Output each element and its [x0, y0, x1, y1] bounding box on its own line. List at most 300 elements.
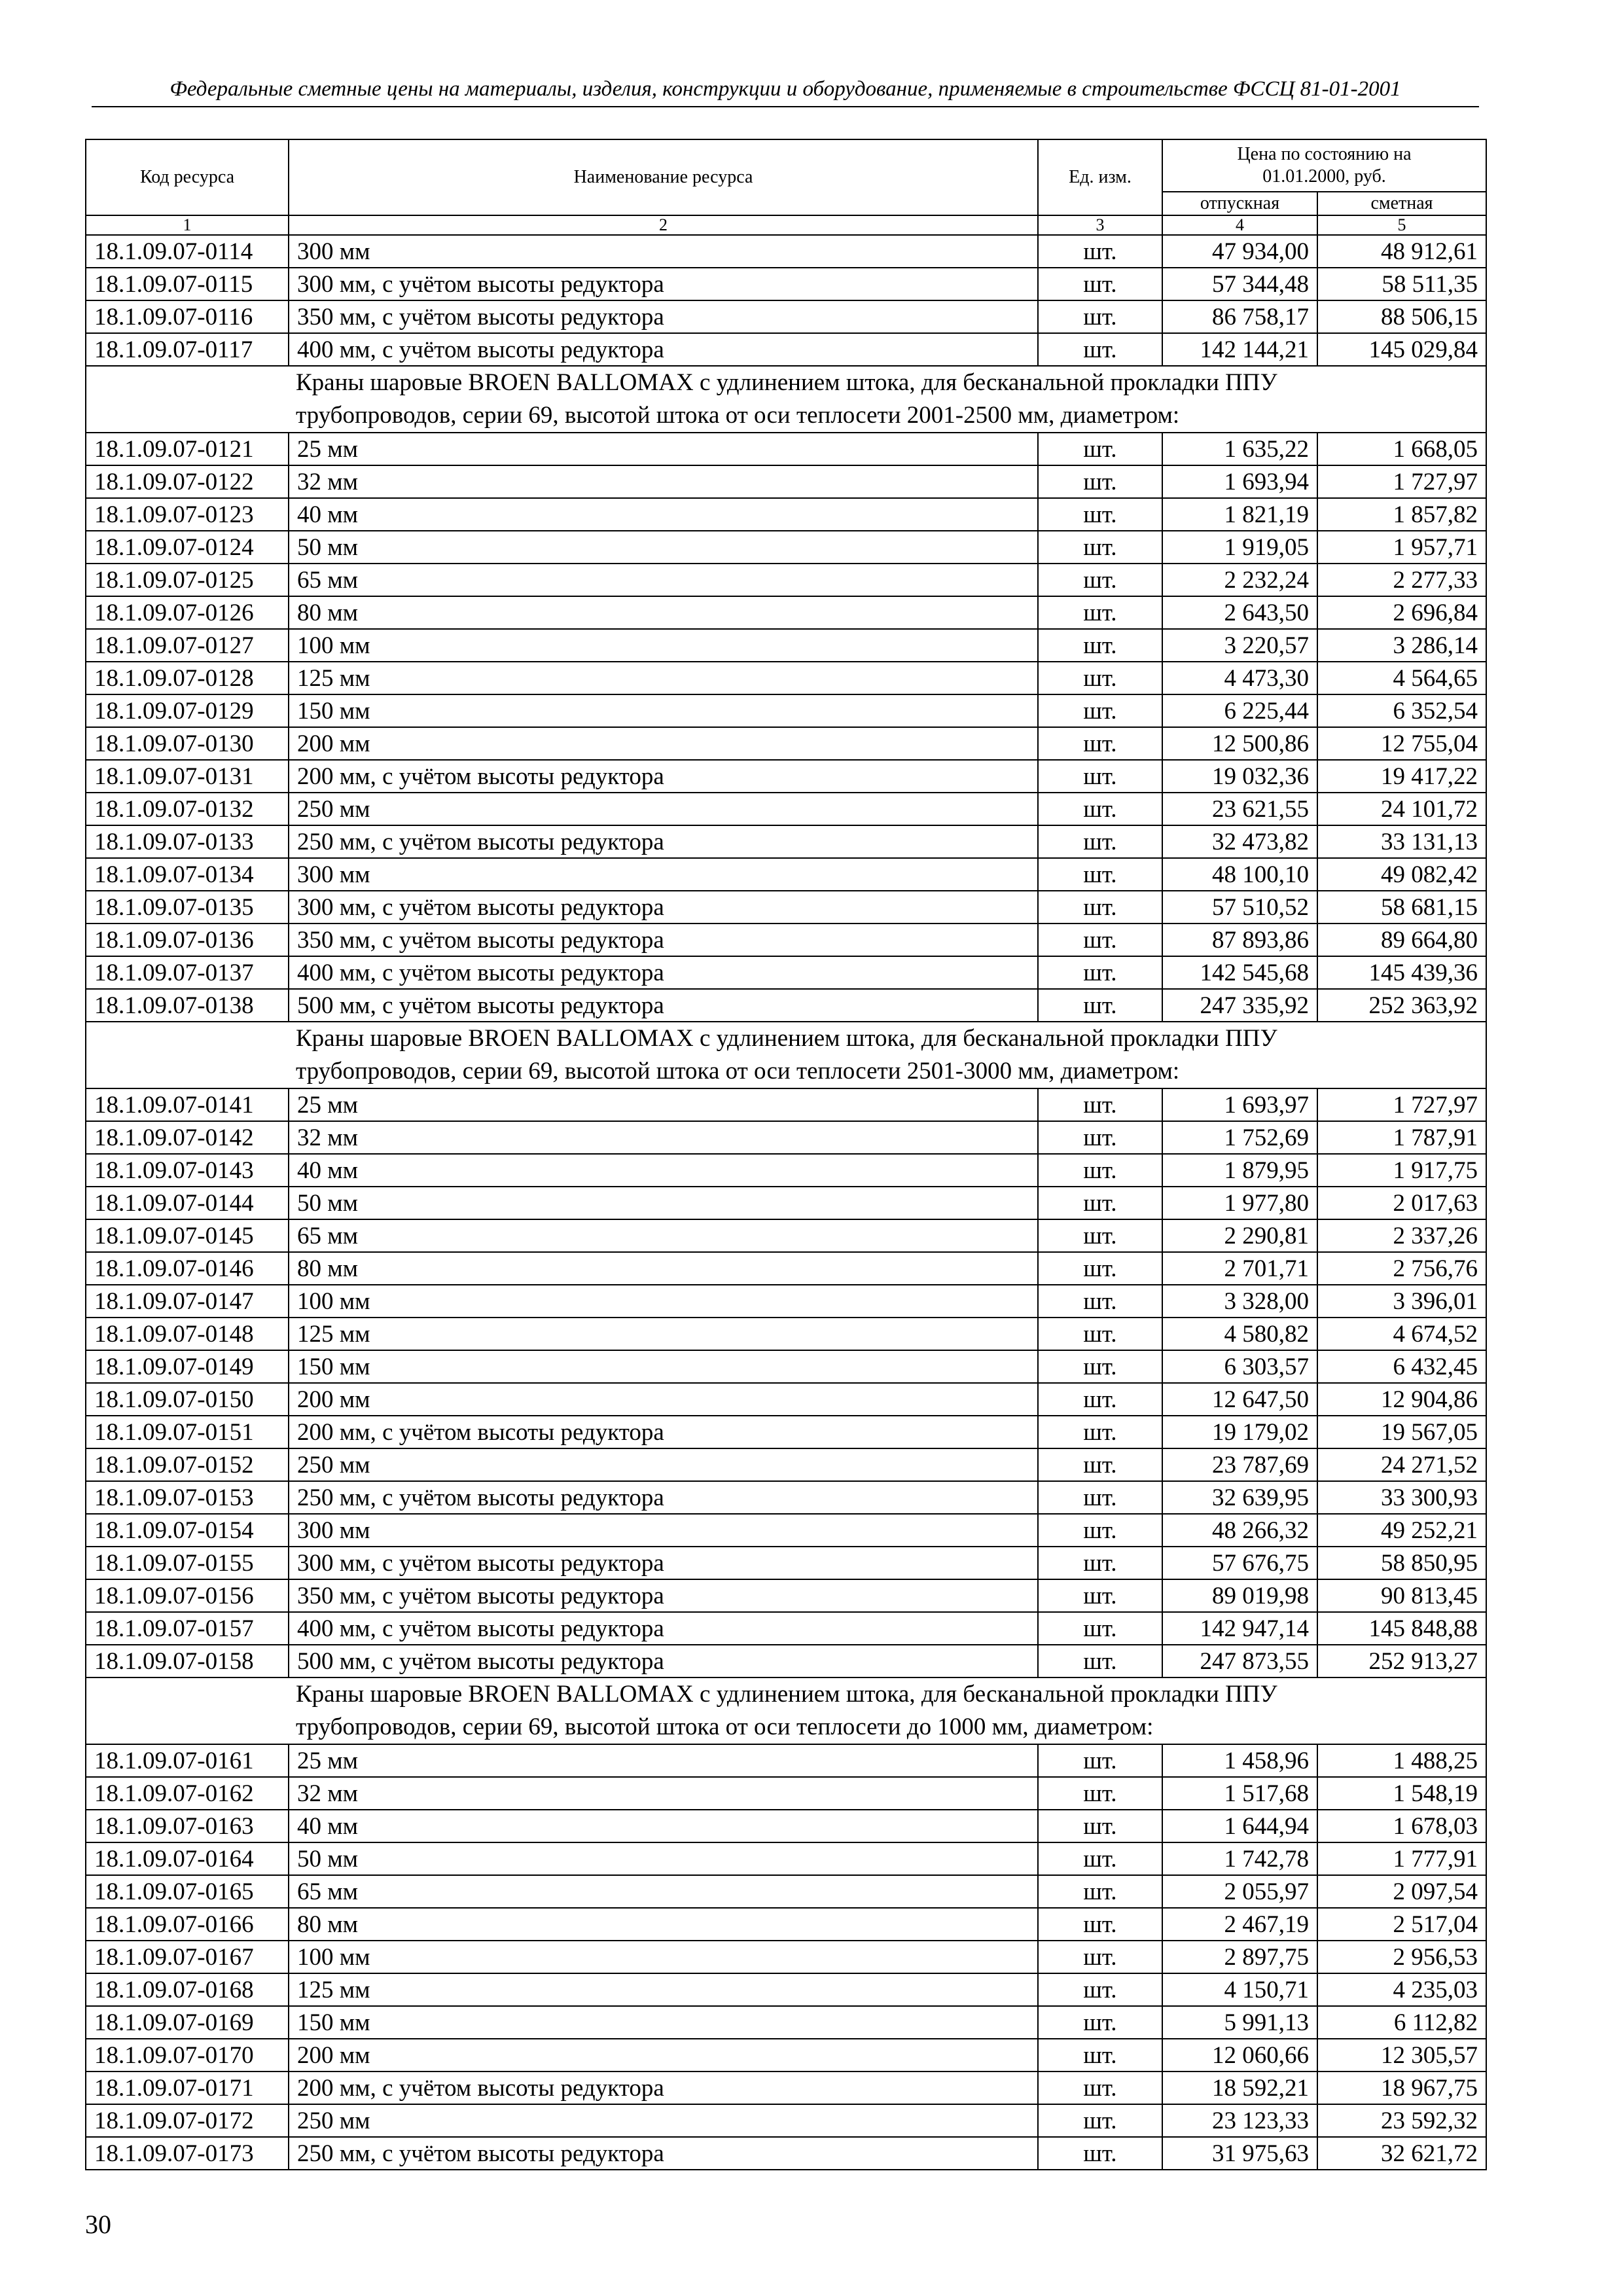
table-row	[86, 268, 1486, 300]
resource-code-cell: 18.1.09.07-0164	[86, 1842, 289, 1875]
unit-cell: шт.	[1038, 956, 1162, 989]
unit-cell: шт.	[1038, 1810, 1162, 1842]
estimate-price-cell: 49 252,21	[1317, 1514, 1486, 1547]
resource-name-cell: 300 мм, с учётом высоты редуктора	[289, 268, 1038, 300]
col-header-price	[1162, 139, 1486, 192]
estimate-price-cell: 23 592,32	[1317, 2104, 1486, 2137]
resource-name-cell: 100 мм	[289, 629, 1038, 662]
table-row	[86, 498, 1486, 531]
table-row	[86, 793, 1486, 825]
unit-cell: шт.	[1038, 629, 1162, 662]
estimate-price-cell: 6 352,54	[1317, 694, 1486, 727]
estimate-price-cell: 252 363,92	[1317, 989, 1486, 1022]
table-row	[86, 1645, 1486, 1677]
release-price-cell: 1 693,97	[1162, 1088, 1317, 1121]
resource-code-cell: 18.1.09.07-0168	[86, 1973, 289, 2006]
table-row	[86, 300, 1486, 333]
estimate-price-cell: 145 439,36	[1317, 956, 1486, 989]
column-number: 5	[1317, 215, 1486, 235]
resource-name-cell: 350 мм, с учётом высоты редуктора	[289, 300, 1038, 333]
table-row	[86, 235, 1486, 268]
resource-code-cell: 18.1.09.07-0149	[86, 1350, 289, 1383]
table-row	[86, 1612, 1486, 1645]
estimate-price-cell: 58 850,95	[1317, 1547, 1486, 1579]
table-row	[86, 1285, 1486, 1318]
release-price-cell: 1 977,80	[1162, 1187, 1317, 1219]
unit-cell: шт.	[1038, 1973, 1162, 2006]
table-row	[86, 1810, 1486, 1842]
resource-code-cell: 18.1.09.07-0135	[86, 891, 289, 924]
resource-code-cell: 18.1.09.07-0131	[86, 760, 289, 793]
resource-name-cell: 500 мм, с учётом высоты редуктора	[289, 989, 1038, 1022]
unit-cell: шт.	[1038, 531, 1162, 564]
release-price-cell: 1 742,78	[1162, 1842, 1317, 1875]
unit-cell: шт.	[1038, 1777, 1162, 1810]
estimate-price-cell: 1 678,03	[1317, 1810, 1486, 1842]
table-row	[86, 858, 1486, 891]
table-row	[86, 1777, 1486, 1810]
section-heading-row	[86, 1022, 1486, 1088]
release-price-cell: 2 290,81	[1162, 1219, 1317, 1252]
resource-name-cell: 25 мм	[289, 1744, 1038, 1777]
release-price-cell: 23 123,33	[1162, 2104, 1317, 2137]
release-price-cell: 1 644,94	[1162, 1810, 1317, 1842]
release-price-cell: 32 473,82	[1162, 825, 1317, 858]
table-row	[86, 662, 1486, 694]
section-heading-line: трубопроводов, серии 69, высотой штока от оси теплосети 2501-3000 мм, диаметром:	[296, 1058, 1180, 1085]
resource-name-cell: 500 мм, с учётом высоты редуктора	[289, 1645, 1038, 1677]
resource-name-cell: 300 мм	[289, 235, 1038, 268]
resource-code-cell: 18.1.09.07-0114	[86, 235, 289, 268]
resource-name-cell: 300 мм, с учётом высоты редуктора	[289, 891, 1038, 924]
estimate-price-cell: 90 813,45	[1317, 1579, 1486, 1612]
resource-code-cell: 18.1.09.07-0152	[86, 1448, 289, 1481]
table-row	[86, 1842, 1486, 1875]
section-heading	[86, 1677, 1486, 1744]
table-row	[86, 825, 1486, 858]
page-number: 30	[85, 2210, 111, 2239]
resource-code-cell: 18.1.09.07-0134	[86, 858, 289, 891]
col-header-name: Наименование ресурса	[289, 139, 1038, 215]
release-price-cell: 47 934,00	[1162, 235, 1317, 268]
resource-code-cell: 18.1.09.07-0122	[86, 465, 289, 498]
resource-name-cell: 300 мм, с учётом высоты редуктора	[289, 1547, 1038, 1579]
table-row	[86, 1252, 1486, 1285]
table-row	[86, 1941, 1486, 1973]
resource-code-cell: 18.1.09.07-0117	[86, 333, 289, 366]
resource-code-cell: 18.1.09.07-0136	[86, 924, 289, 956]
unit-cell: шт.	[1038, 1285, 1162, 1318]
release-price-cell: 4 580,82	[1162, 1318, 1317, 1350]
column-number: 2	[289, 215, 1038, 235]
release-price-cell: 23 621,55	[1162, 793, 1317, 825]
release-price-cell: 89 019,98	[1162, 1579, 1317, 1612]
resource-code-cell: 18.1.09.07-0166	[86, 1908, 289, 1941]
unit-cell: шт.	[1038, 333, 1162, 366]
resource-name-cell: 25 мм	[289, 433, 1038, 465]
resource-name-cell: 200 мм, с учётом высоты редуктора	[289, 2072, 1038, 2104]
table-head	[86, 139, 1486, 235]
resource-name-cell: 200 мм, с учётом высоты редуктора	[289, 760, 1038, 793]
resource-code-cell: 18.1.09.07-0157	[86, 1612, 289, 1645]
table-row	[86, 564, 1486, 596]
unit-cell: шт.	[1038, 1941, 1162, 1973]
unit-cell: шт.	[1038, 1481, 1162, 1514]
header-rule	[92, 106, 1479, 107]
resource-code-cell: 18.1.09.07-0138	[86, 989, 289, 1022]
unit-cell: шт.	[1038, 1908, 1162, 1941]
col-header-price-line1: Цена по состоянию на	[1237, 144, 1412, 164]
release-price-cell: 1 635,22	[1162, 433, 1317, 465]
table-row	[86, 2006, 1486, 2039]
resource-code-cell: 18.1.09.07-0151	[86, 1416, 289, 1448]
unit-cell: шт.	[1038, 300, 1162, 333]
resource-name-cell: 100 мм	[289, 1941, 1038, 1973]
unit-cell: шт.	[1038, 760, 1162, 793]
resource-name-cell: 125 мм	[289, 1318, 1038, 1350]
table-row	[86, 333, 1486, 366]
resource-name-cell: 200 мм, с учётом высоты редуктора	[289, 1416, 1038, 1448]
release-price-cell: 4 150,71	[1162, 1973, 1317, 2006]
estimate-price-cell: 18 967,75	[1317, 2072, 1486, 2104]
section-heading-line: Краны шаровые BROEN BALLOMAX с удлинением штока, для бесканальной прокладки ППУ	[296, 369, 1277, 396]
resource-code-cell: 18.1.09.07-0155	[86, 1547, 289, 1579]
release-price-cell: 2 232,24	[1162, 564, 1317, 596]
resource-name-cell: 40 мм	[289, 498, 1038, 531]
table-row	[86, 1383, 1486, 1416]
release-price-cell: 57 676,75	[1162, 1547, 1317, 1579]
release-price-cell: 48 100,10	[1162, 858, 1317, 891]
estimate-price-cell: 2 097,54	[1317, 1875, 1486, 1908]
unit-cell: шт.	[1038, 1318, 1162, 1350]
unit-cell: шт.	[1038, 1448, 1162, 1481]
release-price-cell: 247 873,55	[1162, 1645, 1317, 1677]
table-row	[86, 1187, 1486, 1219]
column-number: 1	[86, 215, 289, 235]
estimate-price-cell: 58 681,15	[1317, 891, 1486, 924]
table-row	[86, 1121, 1486, 1154]
running-header: Федеральные сметные цены на материалы, изделия, конструкции и оборудование, применяемые в строительстве ФССЦ 81-01-2001	[169, 77, 1401, 101]
resource-name-cell: 250 мм, с учётом высоты редуктора	[289, 1481, 1038, 1514]
release-price-cell: 5 991,13	[1162, 2006, 1317, 2039]
estimate-price-cell: 12 904,86	[1317, 1383, 1486, 1416]
resource-code-cell: 18.1.09.07-0173	[86, 2137, 289, 2170]
unit-cell: шт.	[1038, 465, 1162, 498]
unit-cell: шт.	[1038, 825, 1162, 858]
estimate-price-cell: 2 277,33	[1317, 564, 1486, 596]
resource-code-cell: 18.1.09.07-0167	[86, 1941, 289, 1973]
unit-cell: шт.	[1038, 1350, 1162, 1383]
unit-cell: шт.	[1038, 989, 1162, 1022]
release-price-cell: 48 266,32	[1162, 1514, 1317, 1547]
release-price-cell: 142 144,21	[1162, 333, 1317, 366]
release-price-cell: 1 517,68	[1162, 1777, 1317, 1810]
estimate-price-cell: 6 432,45	[1317, 1350, 1486, 1383]
unit-cell: шт.	[1038, 1187, 1162, 1219]
unit-cell: шт.	[1038, 891, 1162, 924]
resource-code-cell: 18.1.09.07-0123	[86, 498, 289, 531]
unit-cell: шт.	[1038, 2039, 1162, 2072]
unit-cell: шт.	[1038, 433, 1162, 465]
table-row	[86, 760, 1486, 793]
unit-cell: шт.	[1038, 1744, 1162, 1777]
unit-cell: шт.	[1038, 727, 1162, 760]
unit-cell: шт.	[1038, 1579, 1162, 1612]
release-price-cell: 6 225,44	[1162, 694, 1317, 727]
estimate-price-cell: 3 286,14	[1317, 629, 1486, 662]
unit-cell: шт.	[1038, 2072, 1162, 2104]
release-price-cell: 87 893,86	[1162, 924, 1317, 956]
estimate-price-cell: 32 621,72	[1317, 2137, 1486, 2170]
estimate-price-cell: 33 300,93	[1317, 1481, 1486, 1514]
table-row	[86, 2137, 1486, 2170]
unit-cell: шт.	[1038, 1219, 1162, 1252]
resource-name-cell: 150 мм	[289, 2006, 1038, 2039]
resource-name-cell: 200 мм	[289, 2039, 1038, 2072]
release-price-cell: 12 060,66	[1162, 2039, 1317, 2072]
estimate-price-cell: 1 727,97	[1317, 1088, 1486, 1121]
resource-name-cell: 80 мм	[289, 1908, 1038, 1941]
release-price-cell: 1 879,95	[1162, 1154, 1317, 1187]
table-row	[86, 1579, 1486, 1612]
estimate-price-cell: 6 112,82	[1317, 2006, 1486, 2039]
release-price-cell: 1 693,94	[1162, 465, 1317, 498]
table-row	[86, 1875, 1486, 1908]
estimate-price-cell: 2 696,84	[1317, 596, 1486, 629]
table-row	[86, 1547, 1486, 1579]
release-price-cell: 142 545,68	[1162, 956, 1317, 989]
release-price-cell: 2 897,75	[1162, 1941, 1317, 1973]
resource-name-cell: 32 мм	[289, 1121, 1038, 1154]
resource-name-cell: 25 мм	[289, 1088, 1038, 1121]
release-price-cell: 1 821,19	[1162, 498, 1317, 531]
table-row	[86, 1448, 1486, 1481]
unit-cell: шт.	[1038, 662, 1162, 694]
resource-name-cell: 200 мм	[289, 727, 1038, 760]
table-row	[86, 1350, 1486, 1383]
resource-code-cell: 18.1.09.07-0146	[86, 1252, 289, 1285]
resource-name-cell: 65 мм	[289, 564, 1038, 596]
table-row	[86, 629, 1486, 662]
table-row	[86, 1154, 1486, 1187]
table-body	[86, 235, 1486, 2170]
estimate-price-cell: 2 017,63	[1317, 1187, 1486, 1219]
table-row	[86, 727, 1486, 760]
resource-name-cell: 350 мм, с учётом высоты редуктора	[289, 1579, 1038, 1612]
resource-code-cell: 18.1.09.07-0171	[86, 2072, 289, 2104]
resource-code-cell: 18.1.09.07-0143	[86, 1154, 289, 1187]
resource-name-cell: 100 мм	[289, 1285, 1038, 1318]
estimate-price-cell: 12 755,04	[1317, 727, 1486, 760]
table-row	[86, 694, 1486, 727]
col-header-release: отпускная	[1162, 192, 1317, 215]
resource-name-cell: 150 мм	[289, 1350, 1038, 1383]
table-row	[86, 1744, 1486, 1777]
table-row	[86, 956, 1486, 989]
unit-cell: шт.	[1038, 2137, 1162, 2170]
section-heading	[86, 366, 1486, 433]
resource-code-cell: 18.1.09.07-0116	[86, 300, 289, 333]
estimate-price-cell: 145 848,88	[1317, 1612, 1486, 1645]
unit-cell: шт.	[1038, 793, 1162, 825]
resource-code-cell: 18.1.09.07-0126	[86, 596, 289, 629]
resource-name-cell: 50 мм	[289, 1187, 1038, 1219]
estimate-price-cell: 1 668,05	[1317, 433, 1486, 465]
release-price-cell: 23 787,69	[1162, 1448, 1317, 1481]
table-row	[86, 924, 1486, 956]
section-heading	[86, 1022, 1486, 1088]
resource-code-cell: 18.1.09.07-0154	[86, 1514, 289, 1547]
estimate-price-cell: 1 857,82	[1317, 498, 1486, 531]
col-header-code: Код ресурса	[86, 139, 289, 215]
release-price-cell: 31 975,63	[1162, 2137, 1317, 2170]
resource-name-cell: 400 мм, с учётом высоты редуктора	[289, 956, 1038, 989]
resource-name-cell: 50 мм	[289, 531, 1038, 564]
estimate-price-cell: 1 787,91	[1317, 1121, 1486, 1154]
resource-name-cell: 250 мм	[289, 1448, 1038, 1481]
resource-code-cell: 18.1.09.07-0137	[86, 956, 289, 989]
section-heading-line: трубопроводов, серии 69, высотой штока от оси теплосети 2001-2500 мм, диаметром:	[296, 402, 1180, 429]
unit-cell: шт.	[1038, 694, 1162, 727]
table-row	[86, 1908, 1486, 1941]
col-header-estimate: сметная	[1317, 192, 1486, 215]
resource-name-cell: 65 мм	[289, 1219, 1038, 1252]
table-row	[86, 2072, 1486, 2104]
table-row	[86, 2039, 1486, 2072]
release-price-cell: 57 510,52	[1162, 891, 1317, 924]
resource-code-cell: 18.1.09.07-0127	[86, 629, 289, 662]
estimate-price-cell: 1 777,91	[1317, 1842, 1486, 1875]
section-heading-line: трубопроводов, серии 69, высотой штока от оси теплосети до 1000 мм, диаметром:	[296, 1713, 1154, 1740]
resource-code-cell: 18.1.09.07-0132	[86, 793, 289, 825]
estimate-price-cell: 33 131,13	[1317, 825, 1486, 858]
estimate-price-cell: 1 548,19	[1317, 1777, 1486, 1810]
estimate-price-cell: 58 511,35	[1317, 268, 1486, 300]
estimate-price-cell: 24 101,72	[1317, 793, 1486, 825]
table-row	[86, 531, 1486, 564]
resource-name-cell: 65 мм	[289, 1875, 1038, 1908]
release-price-cell: 3 328,00	[1162, 1285, 1317, 1318]
resource-name-cell: 125 мм	[289, 662, 1038, 694]
unit-cell: шт.	[1038, 1612, 1162, 1645]
resource-code-cell: 18.1.09.07-0169	[86, 2006, 289, 2039]
column-number: 3	[1038, 215, 1162, 235]
resource-code-cell: 18.1.09.07-0133	[86, 825, 289, 858]
resource-code-cell: 18.1.09.07-0170	[86, 2039, 289, 2072]
unit-cell: шт.	[1038, 924, 1162, 956]
table-row	[86, 2104, 1486, 2137]
release-price-cell: 2 055,97	[1162, 1875, 1317, 1908]
resource-code-cell: 18.1.09.07-0153	[86, 1481, 289, 1514]
table-row	[86, 1514, 1486, 1547]
estimate-price-cell: 3 396,01	[1317, 1285, 1486, 1318]
resource-name-cell: 150 мм	[289, 694, 1038, 727]
column-number: 4	[1162, 215, 1317, 235]
section-heading-row	[86, 366, 1486, 433]
release-price-cell: 19 032,36	[1162, 760, 1317, 793]
resource-name-cell: 250 мм	[289, 793, 1038, 825]
release-price-cell: 142 947,14	[1162, 1612, 1317, 1645]
release-price-cell: 3 220,57	[1162, 629, 1317, 662]
unit-cell: шт.	[1038, 268, 1162, 300]
section-heading-row	[86, 1677, 1486, 1744]
release-price-cell: 19 179,02	[1162, 1416, 1317, 1448]
release-price-cell: 12 500,86	[1162, 727, 1317, 760]
estimate-price-cell: 1 488,25	[1317, 1744, 1486, 1777]
resource-name-cell: 32 мм	[289, 465, 1038, 498]
estimate-price-cell: 1 917,75	[1317, 1154, 1486, 1187]
release-price-cell: 6 303,57	[1162, 1350, 1317, 1383]
estimate-price-cell: 4 564,65	[1317, 662, 1486, 694]
resource-name-cell: 400 мм, с учётом высоты редуктора	[289, 333, 1038, 366]
table-row	[86, 1481, 1486, 1514]
estimate-price-cell: 12 305,57	[1317, 2039, 1486, 2072]
unit-cell: шт.	[1038, 1154, 1162, 1187]
column-numbers	[86, 215, 1486, 235]
resource-code-cell: 18.1.09.07-0121	[86, 433, 289, 465]
resource-code-cell: 18.1.09.07-0172	[86, 2104, 289, 2137]
estimate-price-cell: 2 337,26	[1317, 1219, 1486, 1252]
resource-code-cell: 18.1.09.07-0147	[86, 1285, 289, 1318]
unit-cell: шт.	[1038, 1645, 1162, 1677]
unit-cell: шт.	[1038, 1842, 1162, 1875]
unit-cell: шт.	[1038, 1416, 1162, 1448]
resource-code-cell: 18.1.09.07-0144	[86, 1187, 289, 1219]
unit-cell: шт.	[1038, 1252, 1162, 1285]
table-row	[86, 465, 1486, 498]
release-price-cell: 32 639,95	[1162, 1481, 1317, 1514]
estimate-price-cell: 48 912,61	[1317, 235, 1486, 268]
table-row	[86, 1318, 1486, 1350]
estimate-price-cell: 2 756,76	[1317, 1252, 1486, 1285]
table-row	[86, 989, 1486, 1022]
resource-name-cell: 40 мм	[289, 1154, 1038, 1187]
resource-name-cell: 32 мм	[289, 1777, 1038, 1810]
unit-cell: шт.	[1038, 1547, 1162, 1579]
release-price-cell: 2 467,19	[1162, 1908, 1317, 1941]
resource-code-cell: 18.1.09.07-0125	[86, 564, 289, 596]
resource-code-cell: 18.1.09.07-0129	[86, 694, 289, 727]
resource-code-cell: 18.1.09.07-0142	[86, 1121, 289, 1154]
estimate-price-cell: 4 235,03	[1317, 1973, 1486, 2006]
unit-cell: шт.	[1038, 1383, 1162, 1416]
section-heading-line: Краны шаровые BROEN BALLOMAX с удлинением штока, для бесканальной прокладки ППУ	[296, 1025, 1277, 1052]
release-price-cell: 2 643,50	[1162, 596, 1317, 629]
resource-code-cell: 18.1.09.07-0141	[86, 1088, 289, 1121]
col-header-unit: Ед. изм.	[1038, 139, 1162, 215]
unit-cell: шт.	[1038, 596, 1162, 629]
resource-code-cell: 18.1.09.07-0156	[86, 1579, 289, 1612]
resource-name-cell: 125 мм	[289, 1973, 1038, 2006]
estimate-price-cell: 88 506,15	[1317, 300, 1486, 333]
resource-code-cell: 18.1.09.07-0128	[86, 662, 289, 694]
resource-code-cell: 18.1.09.07-0124	[86, 531, 289, 564]
unit-cell: шт.	[1038, 564, 1162, 596]
unit-cell: шт.	[1038, 498, 1162, 531]
release-price-cell: 247 335,92	[1162, 989, 1317, 1022]
price-table	[85, 139, 1487, 2170]
resource-name-cell: 200 мм	[289, 1383, 1038, 1416]
section-heading-line: Краны шаровые BROEN BALLOMAX с удлинением штока, для бесканальной прокладки ППУ	[296, 1681, 1277, 1708]
resource-name-cell: 250 мм, с учётом высоты редуктора	[289, 825, 1038, 858]
resource-name-cell: 50 мм	[289, 1842, 1038, 1875]
resource-code-cell: 18.1.09.07-0158	[86, 1645, 289, 1677]
estimate-price-cell: 252 913,27	[1317, 1645, 1486, 1677]
unit-cell: шт.	[1038, 2006, 1162, 2039]
table-row	[86, 433, 1486, 465]
estimate-price-cell: 1 957,71	[1317, 531, 1486, 564]
estimate-price-cell: 4 674,52	[1317, 1318, 1486, 1350]
